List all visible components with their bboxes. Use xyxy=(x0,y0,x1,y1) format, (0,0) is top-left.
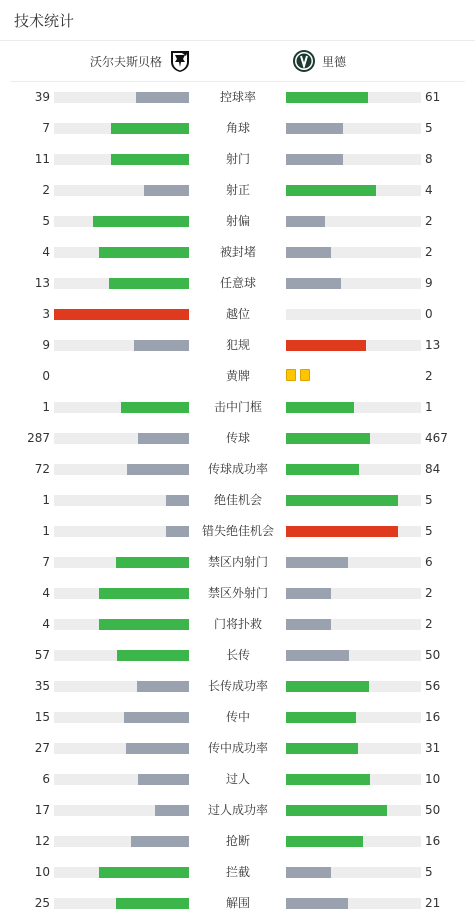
home-stat-value: 13 xyxy=(34,276,50,290)
away-stat-value: 61 xyxy=(425,90,441,104)
stat-label: 抢断 xyxy=(225,834,250,848)
stat-row xyxy=(0,578,475,609)
stat-label: 过人 xyxy=(225,772,250,786)
home-stat-bar xyxy=(54,681,189,692)
away-stat-bar-fill xyxy=(286,836,363,847)
away-stat-bar-fill xyxy=(286,495,398,506)
away-stat-value: 56 xyxy=(425,679,441,693)
home-stat-value: 11 xyxy=(34,152,50,166)
stat-label: 过人成功率 xyxy=(207,803,268,817)
home-stat-bar-fill xyxy=(116,898,189,909)
home-stat-value: 7 xyxy=(42,555,50,569)
teams-row xyxy=(10,41,465,82)
stat-label: 任意球 xyxy=(219,276,256,290)
stat-row xyxy=(0,392,475,423)
home-stat-bar xyxy=(54,340,189,351)
stat-label: 控球率 xyxy=(219,90,256,104)
stat-row xyxy=(0,671,475,702)
stat-label: 被封堵 xyxy=(219,245,256,259)
away-stat-bar-fill xyxy=(286,92,368,103)
stat-label: 传球 xyxy=(225,431,250,445)
away-stat-bar-fill xyxy=(286,712,356,723)
stat-row xyxy=(0,82,475,113)
home-stat-value: 12 xyxy=(34,834,50,848)
page-title: 技术统计 xyxy=(14,11,75,30)
away-stat-bar-fill xyxy=(286,898,348,909)
stat-row xyxy=(0,423,475,454)
away-stat-bar xyxy=(286,588,421,599)
away-stat-bar xyxy=(286,278,421,289)
away-stat-bar xyxy=(286,619,421,630)
home-stat-bar xyxy=(54,867,189,878)
away-stat-value: 5 xyxy=(425,524,433,538)
away-stat-bar xyxy=(286,185,421,196)
home-stat-bar-fill xyxy=(124,712,189,723)
away-stat-bar xyxy=(286,898,421,909)
away-team[interactable] xyxy=(292,41,346,81)
away-stat-bar-fill xyxy=(286,402,354,413)
stat-row xyxy=(0,857,475,888)
away-stat-bar xyxy=(286,650,421,661)
away-stat-bar-fill xyxy=(286,557,348,568)
home-stat-bar xyxy=(54,588,189,599)
home-stat-bar-fill xyxy=(121,402,189,413)
home-stat-bar xyxy=(54,464,189,475)
away-stat-bar-fill xyxy=(286,278,341,289)
away-stat-value: 1 xyxy=(425,400,433,414)
stat-label: 门将扑救 xyxy=(213,617,262,631)
home-stat-bar-fill xyxy=(99,588,189,599)
stat-row xyxy=(0,516,475,547)
home-stat-bar xyxy=(54,216,189,227)
home-stat-bar xyxy=(54,774,189,785)
away-stat-value: 6 xyxy=(425,555,433,569)
away-stat-bar xyxy=(286,433,421,444)
away-stat-value: 50 xyxy=(425,648,441,662)
stat-label: 击中门框 xyxy=(213,400,262,414)
stat-row xyxy=(0,640,475,671)
away-stat-value: 5 xyxy=(425,121,433,135)
stat-label: 犯规 xyxy=(225,338,250,352)
home-stat-value: 1 xyxy=(42,400,50,414)
home-stat-bar-fill xyxy=(138,774,189,785)
stat-row xyxy=(0,547,475,578)
home-stat-bar xyxy=(54,805,189,816)
stat-label: 绝佳机会 xyxy=(213,493,262,507)
away-stat-bar-fill xyxy=(286,681,369,692)
home-stat-value: 1 xyxy=(42,524,50,538)
stat-label: 长传成功率 xyxy=(207,679,268,693)
home-stat-bar xyxy=(54,154,189,165)
away-stat-bar xyxy=(286,867,421,878)
away-stat-bar-fill xyxy=(286,154,343,165)
stat-row xyxy=(0,299,475,330)
home-stat-bar-fill xyxy=(166,526,189,537)
home-stat-bar xyxy=(54,557,189,568)
home-stat-bar-fill xyxy=(166,495,189,506)
away-stat-value: 5 xyxy=(425,865,433,879)
away-stat-bar xyxy=(286,123,421,134)
away-stat-value: 21 xyxy=(425,896,441,910)
away-stat-bar-fill xyxy=(286,123,343,134)
away-yellow-cards xyxy=(286,369,310,381)
away-stat-bar xyxy=(286,805,421,816)
stat-row xyxy=(0,206,475,237)
away-stat-bar xyxy=(286,154,421,165)
home-stat-value: 7 xyxy=(42,121,50,135)
yellow-card-icon xyxy=(286,369,296,381)
home-stat-bar-fill xyxy=(126,743,189,754)
home-stat-bar-fill xyxy=(99,247,189,258)
home-stat-bar-fill xyxy=(136,92,189,103)
stat-label: 射门 xyxy=(225,152,250,166)
stat-row xyxy=(0,485,475,516)
stat-row xyxy=(0,113,475,144)
home-stat-value: 4 xyxy=(42,617,50,631)
away-stat-bar-fill xyxy=(286,526,398,537)
ried-crest-icon xyxy=(292,49,316,73)
home-stat-value: 57 xyxy=(34,648,50,662)
stat-label: 黄牌 xyxy=(225,369,250,383)
stat-label: 射偏 xyxy=(225,214,250,228)
away-stat-bar xyxy=(286,495,421,506)
home-stat-bar-fill xyxy=(131,836,189,847)
home-stat-value: 9 xyxy=(42,338,50,352)
stat-label: 射正 xyxy=(225,183,250,197)
home-stat-bar xyxy=(54,898,189,909)
away-stat-value: 13 xyxy=(425,338,441,352)
home-team-name: 沃尔夫斯贝格 xyxy=(90,54,163,69)
home-stat-value: 287 xyxy=(27,431,50,445)
home-stat-bar xyxy=(54,743,189,754)
home-team[interactable] xyxy=(90,41,192,81)
home-stat-bar xyxy=(54,526,189,537)
away-stat-value: 16 xyxy=(425,834,441,848)
away-stat-bar xyxy=(286,681,421,692)
home-stat-bar xyxy=(54,92,189,103)
away-stat-value: 467 xyxy=(425,431,448,445)
away-stat-bar-fill xyxy=(286,216,325,227)
stat-row xyxy=(0,888,475,919)
home-stat-bar-fill xyxy=(127,464,189,475)
home-stat-value: 4 xyxy=(42,586,50,600)
stat-row xyxy=(0,702,475,733)
away-stat-bar-fill xyxy=(286,247,331,258)
home-stat-bar xyxy=(54,123,189,134)
away-stat-value: 31 xyxy=(425,741,441,755)
away-stat-value: 2 xyxy=(425,617,433,631)
away-stat-value: 2 xyxy=(425,214,433,228)
home-stat-bar-fill xyxy=(99,867,189,878)
home-stat-bar-fill xyxy=(109,278,189,289)
home-stat-value: 15 xyxy=(34,710,50,724)
home-stat-bar xyxy=(54,247,189,258)
home-stat-bar-fill xyxy=(54,309,189,320)
home-stat-bar-fill xyxy=(93,216,189,227)
away-stat-bar-fill xyxy=(286,774,370,785)
stat-label: 角球 xyxy=(225,121,250,135)
stat-row xyxy=(0,733,475,764)
home-stat-value: 35 xyxy=(34,679,50,693)
stat-row xyxy=(0,609,475,640)
away-stat-value: 2 xyxy=(425,586,433,600)
home-stat-value: 1 xyxy=(42,493,50,507)
home-stat-bar xyxy=(54,619,189,630)
away-stat-value: 9 xyxy=(425,276,433,290)
stat-row xyxy=(0,454,475,485)
home-stat-bar xyxy=(54,433,189,444)
away-stat-value: 2 xyxy=(425,369,433,383)
away-stat-bar xyxy=(286,92,421,103)
away-stat-value: 5 xyxy=(425,493,433,507)
home-stat-bar-fill xyxy=(116,557,189,568)
home-stat-bar xyxy=(54,278,189,289)
stat-row xyxy=(0,764,475,795)
away-stat-value: 10 xyxy=(425,772,441,786)
away-stat-bar xyxy=(286,836,421,847)
home-stat-bar-fill xyxy=(117,650,189,661)
yellow-card-icon xyxy=(300,369,310,381)
stat-row xyxy=(0,268,475,299)
away-stat-bar xyxy=(286,526,421,537)
away-stat-value: 50 xyxy=(425,803,441,817)
stat-row xyxy=(0,237,475,268)
home-stat-bar-fill xyxy=(144,185,189,196)
away-stat-bar xyxy=(286,464,421,475)
home-stat-value: 10 xyxy=(34,865,50,879)
home-stat-value: 5 xyxy=(42,214,50,228)
away-stat-value: 8 xyxy=(425,152,433,166)
home-stat-bar xyxy=(54,185,189,196)
home-stat-bar-fill xyxy=(111,123,189,134)
away-stat-value: 16 xyxy=(425,710,441,724)
stat-label: 传中 xyxy=(225,710,250,724)
stat-row xyxy=(0,175,475,206)
wolfsberger-crest-icon xyxy=(168,49,192,73)
away-team-name: 里德 xyxy=(322,54,347,69)
stats-header xyxy=(0,0,475,41)
stat-row xyxy=(0,826,475,857)
away-stat-bar-fill xyxy=(286,805,387,816)
away-stat-bar-fill xyxy=(286,619,331,630)
stat-label: 禁区内射门 xyxy=(207,555,268,569)
stat-label: 禁区外射门 xyxy=(207,586,268,600)
home-stat-value: 39 xyxy=(34,90,50,104)
stat-label: 拦截 xyxy=(225,865,250,879)
home-stat-value: 2 xyxy=(42,183,50,197)
away-stat-bar-fill xyxy=(286,867,331,878)
away-stat-bar-fill xyxy=(286,464,359,475)
home-stat-bar-fill xyxy=(111,154,189,165)
home-stat-bar-fill xyxy=(99,619,189,630)
home-stat-bar xyxy=(54,836,189,847)
away-stat-value: 0 xyxy=(425,307,433,321)
stat-label: 长传 xyxy=(225,648,250,662)
away-stat-value: 4 xyxy=(425,183,433,197)
home-stat-value: 6 xyxy=(42,772,50,786)
away-stat-bar xyxy=(286,247,421,258)
home-stat-value: 17 xyxy=(34,803,50,817)
away-stat-bar xyxy=(286,743,421,754)
home-stat-value: 4 xyxy=(42,245,50,259)
home-stat-value: 25 xyxy=(34,896,50,910)
away-stat-bar-fill xyxy=(286,743,358,754)
stat-label: 越位 xyxy=(225,307,250,321)
home-stat-bar-fill xyxy=(137,681,189,692)
stat-label: 解围 xyxy=(225,896,250,910)
home-stat-value: 0 xyxy=(42,369,50,383)
stat-row xyxy=(0,144,475,175)
stat-label: 传中成功率 xyxy=(207,741,268,755)
away-stat-value: 2 xyxy=(425,245,433,259)
away-stat-bar-fill xyxy=(286,650,349,661)
home-stat-bar xyxy=(54,495,189,506)
home-stat-bar xyxy=(54,650,189,661)
away-stat-bar xyxy=(286,216,421,227)
away-stat-value: 84 xyxy=(425,462,441,476)
stat-label: 错失绝佳机会 xyxy=(201,524,274,538)
home-stat-bar xyxy=(54,402,189,413)
home-stat-bar xyxy=(54,712,189,723)
away-stat-bar xyxy=(286,309,421,320)
away-stat-bar-fill xyxy=(286,433,370,444)
away-stat-bar xyxy=(286,340,421,351)
stat-label: 传球成功率 xyxy=(207,462,268,476)
away-stat-bar xyxy=(286,557,421,568)
away-stat-bar xyxy=(286,402,421,413)
home-stat-bar xyxy=(54,309,189,320)
home-stat-bar-fill xyxy=(155,805,189,816)
stat-row xyxy=(0,330,475,361)
home-stat-value: 72 xyxy=(34,462,50,476)
home-stat-value: 27 xyxy=(34,741,50,755)
away-stat-bar-fill xyxy=(286,185,376,196)
home-stat-bar-fill xyxy=(134,340,189,351)
away-stat-bar-fill xyxy=(286,340,366,351)
away-stat-bar xyxy=(286,712,421,723)
home-stat-bar-fill xyxy=(138,433,189,444)
home-stat-value: 3 xyxy=(42,307,50,321)
stat-row xyxy=(0,361,475,392)
stat-row xyxy=(0,795,475,826)
away-stat-bar-fill xyxy=(286,588,331,599)
away-stat-bar xyxy=(286,774,421,785)
